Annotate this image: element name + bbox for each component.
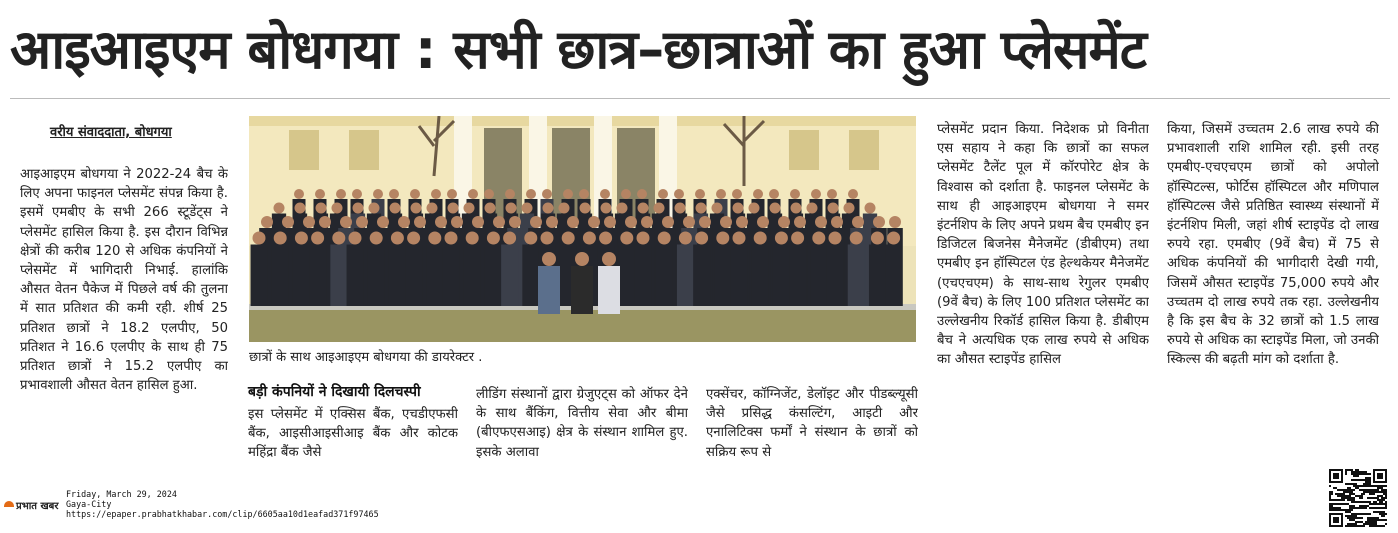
- group-photo: [249, 116, 916, 342]
- article-column-3: लीडिंग संस्थानों द्वारा ग्रेजुएट्स को ऑफर देने के साथ बैंकिंग, वित्तीय सेवा और बीमा (बीएफएसआइ) क्षेत्र के संस्थान शामिल हुए. इसके अलावा: [476, 387, 688, 460]
- clip-metadata: [66, 489, 486, 519]
- article-column-1: आइआइएम बोधगया ने 2022-24 बैच के लिए अपना फाइनल प्लेसमेंट संपन्न किया है. इसमें एमबीए के सभी 266 स्टूडेंट्स ने प्लेसमेंट हासिल किया है. इस दौरान विभिन्न क्षेत्रों की करीब 120 से अधिक कंपनियों ने प्लेसमेंट में भागिदारी निभाई. हालांकि औसत वेतन पैकेज में पिछले वर्ष की तुलना में सात प्रतिशत की कमी रही. शीर्ष 25 प्रतिशत छात्रों ने 18.2 एलपीए, 50 प्रतिशत ने 16.6 एलपीए के साथ ही 75 प्रतिशत छात्रों ने 15.2 एलपीए का प्रभावशाली औसत वेतन हासिल हुआ.: [20, 167, 228, 394]
- clip-date: Friday, March 29, 2024: [66, 489, 177, 499]
- clip-url[interactable]: https://epaper.prabhatkhabar.com/clip/6605aa10d1eafad371f97465: [66, 509, 379, 519]
- qr-code-icon[interactable]: [1328, 469, 1388, 527]
- byline: वरीय संवाददाता, बोधगया: [50, 125, 172, 140]
- photo-caption: छात्रों के साथ आइआइएम बोधगया की डायरेक्टर .: [249, 350, 483, 365]
- article-column-4: एक्सेंचर, कॉग्निजेंट, डेलॉइट और पीडब्ल्यूसी जैसे प्रसिद्ध कंसल्टिंग, आइटी और एनालिटिक्स फर्मों ने संस्थान के छात्रों को सक्रिय रूप से: [706, 387, 918, 460]
- article-column-5: प्लेसमेंट प्रदान किया. निदेशक प्रो विनीता एस सहाय ने कहा कि छात्रों का सफल प्लेसमेंट टैलेंट पूल में कॉरपोरेट क्षेत्र के विश्वास को दर्शाता है. फाइनल प्लेसमेंट के साथ ही आइआइएम बोधगया ने समर इंटर्नशिप के लिए अपने प्रथम बैच एमबीए इन डिजिटल बिजनेस मैनेजमेंट (डीबीएम) तथा एमबीए इन हॉस्पिटल एंड हेल्थकेयर मैनेजमेंट (एचएचएम) के साथ-साथ रेगुलर एमबीए (9वें बैच) के लिए 100 प्रतिशत प्लेसमेंट का उल्लेखनीय रिकॉर्ड हासिल किया है. डीबीएम बैच ने अत्यधिक एक लाख रुपये से अधिक का औसत स्टाइपेंड हासिल: [937, 122, 1149, 368]
- prabhat-khabar-logo: प्रभात खबर: [4, 498, 62, 518]
- article-column-6: किया, जिसमें उच्चतम 2.6 लाख रुपये की प्रभावशाली राशि शामिल रही. इसी तरह एमबीए-एचएचएम छात्रों को अपोलो हॉस्पिटल्स, फोर्टिस हॉस्पिटल और मणिपाल हॉस्पिटल्स जैसे प्रतिष्ठित स्वास्थ्य संस्थानों में इंटर्नशिप मिली, जहां शीर्ष स्टाइपेंड दो लाख रुपये रहा. एमबीए (9वें बैच) में 75 से अधिक कंपनियों की भागीदारी देखी गयी, जिसमें औसत स्टाइपेंड 75,000 रुपये और उच्चतम दो लाख रुपये तक रहा. उल्लेखनीय है कि इस बैच के 32 छात्रों को 1.5 लाख रुपये से अधिक का स्टाइपेंड मिला, जो उनकी स्किल्स की बढ़ती मांग को दर्शाता है.: [1167, 122, 1379, 368]
- article-column-2: इस प्लेसमेंट में एक्सिस बैंक, एचडीएफसी बैंक, आइसीआइसीआइ बैंक और कोटक महिंद्रा बैंक जैसे: [248, 407, 458, 461]
- headline-rule: [10, 98, 1390, 99]
- subhead: बड़ी कंपनियों ने दिखायी दिलचस्पी: [248, 384, 421, 400]
- clip-edition: Gaya-City: [66, 499, 112, 509]
- group-photo-illustration: [249, 116, 916, 342]
- headline: आइआइएम बोधगया : सभी छात्र–छात्राओं का हुआ प्लेसमेंट: [10, 18, 1146, 81]
